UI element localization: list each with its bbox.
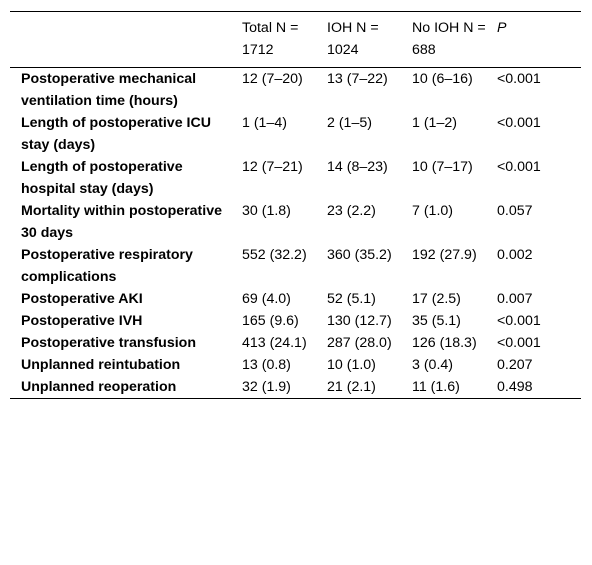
total-value: 552 (32.2) (242, 247, 307, 263)
p-value: <0.001 (497, 159, 541, 175)
total-value: 32 (1.9) (242, 379, 291, 395)
total-value: 413 (24.1) (242, 335, 307, 351)
header-cell-ioh: IOH N = 1024 (327, 20, 379, 58)
table-row (10, 310, 581, 332)
total-value: 69 (4.0) (242, 291, 291, 307)
total-value: 13 (0.8) (242, 357, 291, 373)
outcomes-table-container (10, 11, 581, 399)
row-label: Length of postoperative hospital stay (days) (21, 159, 183, 197)
p-value: 0.498 (497, 379, 533, 395)
no-ioh-value: 17 (2.5) (412, 291, 461, 307)
table-row (10, 68, 581, 113)
header-cell-p: P (497, 20, 507, 36)
p-value: 0.057 (497, 203, 533, 219)
ioh-value: 14 (8–23) (327, 159, 388, 175)
no-ioh-value: 192 (27.9) (412, 247, 477, 263)
table-row (10, 244, 581, 288)
row-label: Unplanned reoperation (21, 379, 177, 395)
table-row (10, 200, 581, 244)
row-label: Length of postoperative ICU stay (days) (21, 115, 211, 153)
no-ioh-value: 10 (6–16) (412, 71, 473, 87)
total-value: 1 (1–4) (242, 115, 287, 131)
no-ioh-value: 10 (7–17) (412, 159, 473, 175)
table-row (10, 288, 581, 310)
row-label: Postoperative transfusion (21, 335, 197, 351)
ioh-value: 13 (7–22) (327, 71, 388, 87)
row-label: Unplanned reintubation (21, 357, 181, 373)
table-row (10, 376, 581, 399)
ioh-value: 360 (35.2) (327, 247, 392, 263)
table-row (10, 354, 581, 376)
row-label: Mortality within postoperative 30 days (21, 203, 223, 241)
ioh-value: 52 (5.1) (327, 291, 376, 307)
total-value: 165 (9.6) (242, 313, 299, 329)
ioh-value: 287 (28.0) (327, 335, 392, 351)
header-cell-no-ioh: No IOH N = 688 (412, 20, 486, 58)
no-ioh-value: 1 (1–2) (412, 115, 457, 131)
total-value: 30 (1.8) (242, 203, 291, 219)
table-row (10, 156, 581, 200)
total-value: 12 (7–21) (242, 159, 303, 175)
p-value: <0.001 (497, 71, 541, 87)
header-cell-total: Total N = 1712 (242, 20, 299, 58)
row-label: Postoperative respiratory complications (21, 247, 193, 285)
ioh-value: 21 (2.1) (327, 379, 376, 395)
ioh-value: 2 (1–5) (327, 115, 372, 131)
no-ioh-value: 35 (5.1) (412, 313, 461, 329)
ioh-value: 130 (12.7) (327, 313, 392, 329)
header-row (10, 12, 581, 68)
row-label: Postoperative AKI (21, 291, 143, 307)
no-ioh-value: 3 (0.4) (412, 357, 454, 373)
total-value: 12 (7–20) (242, 71, 303, 87)
outcomes-table (10, 11, 581, 399)
p-value: <0.001 (497, 313, 541, 329)
ioh-value: 23 (2.2) (327, 203, 376, 219)
ioh-value: 10 (1.0) (327, 357, 376, 373)
p-value: <0.001 (497, 335, 541, 351)
table-row (10, 112, 581, 156)
p-value: 0.207 (497, 357, 533, 373)
p-value: 0.002 (497, 247, 533, 263)
p-value: <0.001 (497, 115, 541, 131)
row-label: Postoperative mechanical ventilation time (hours) (21, 71, 197, 109)
header-cell-blank (10, 12, 242, 68)
no-ioh-value: 7 (1.0) (412, 203, 454, 219)
p-value: 0.007 (497, 291, 533, 307)
table-row (10, 332, 581, 354)
row-label: Postoperative IVH (21, 313, 143, 329)
no-ioh-value: 11 (1.6) (412, 379, 460, 395)
no-ioh-value: 126 (18.3) (412, 335, 477, 351)
